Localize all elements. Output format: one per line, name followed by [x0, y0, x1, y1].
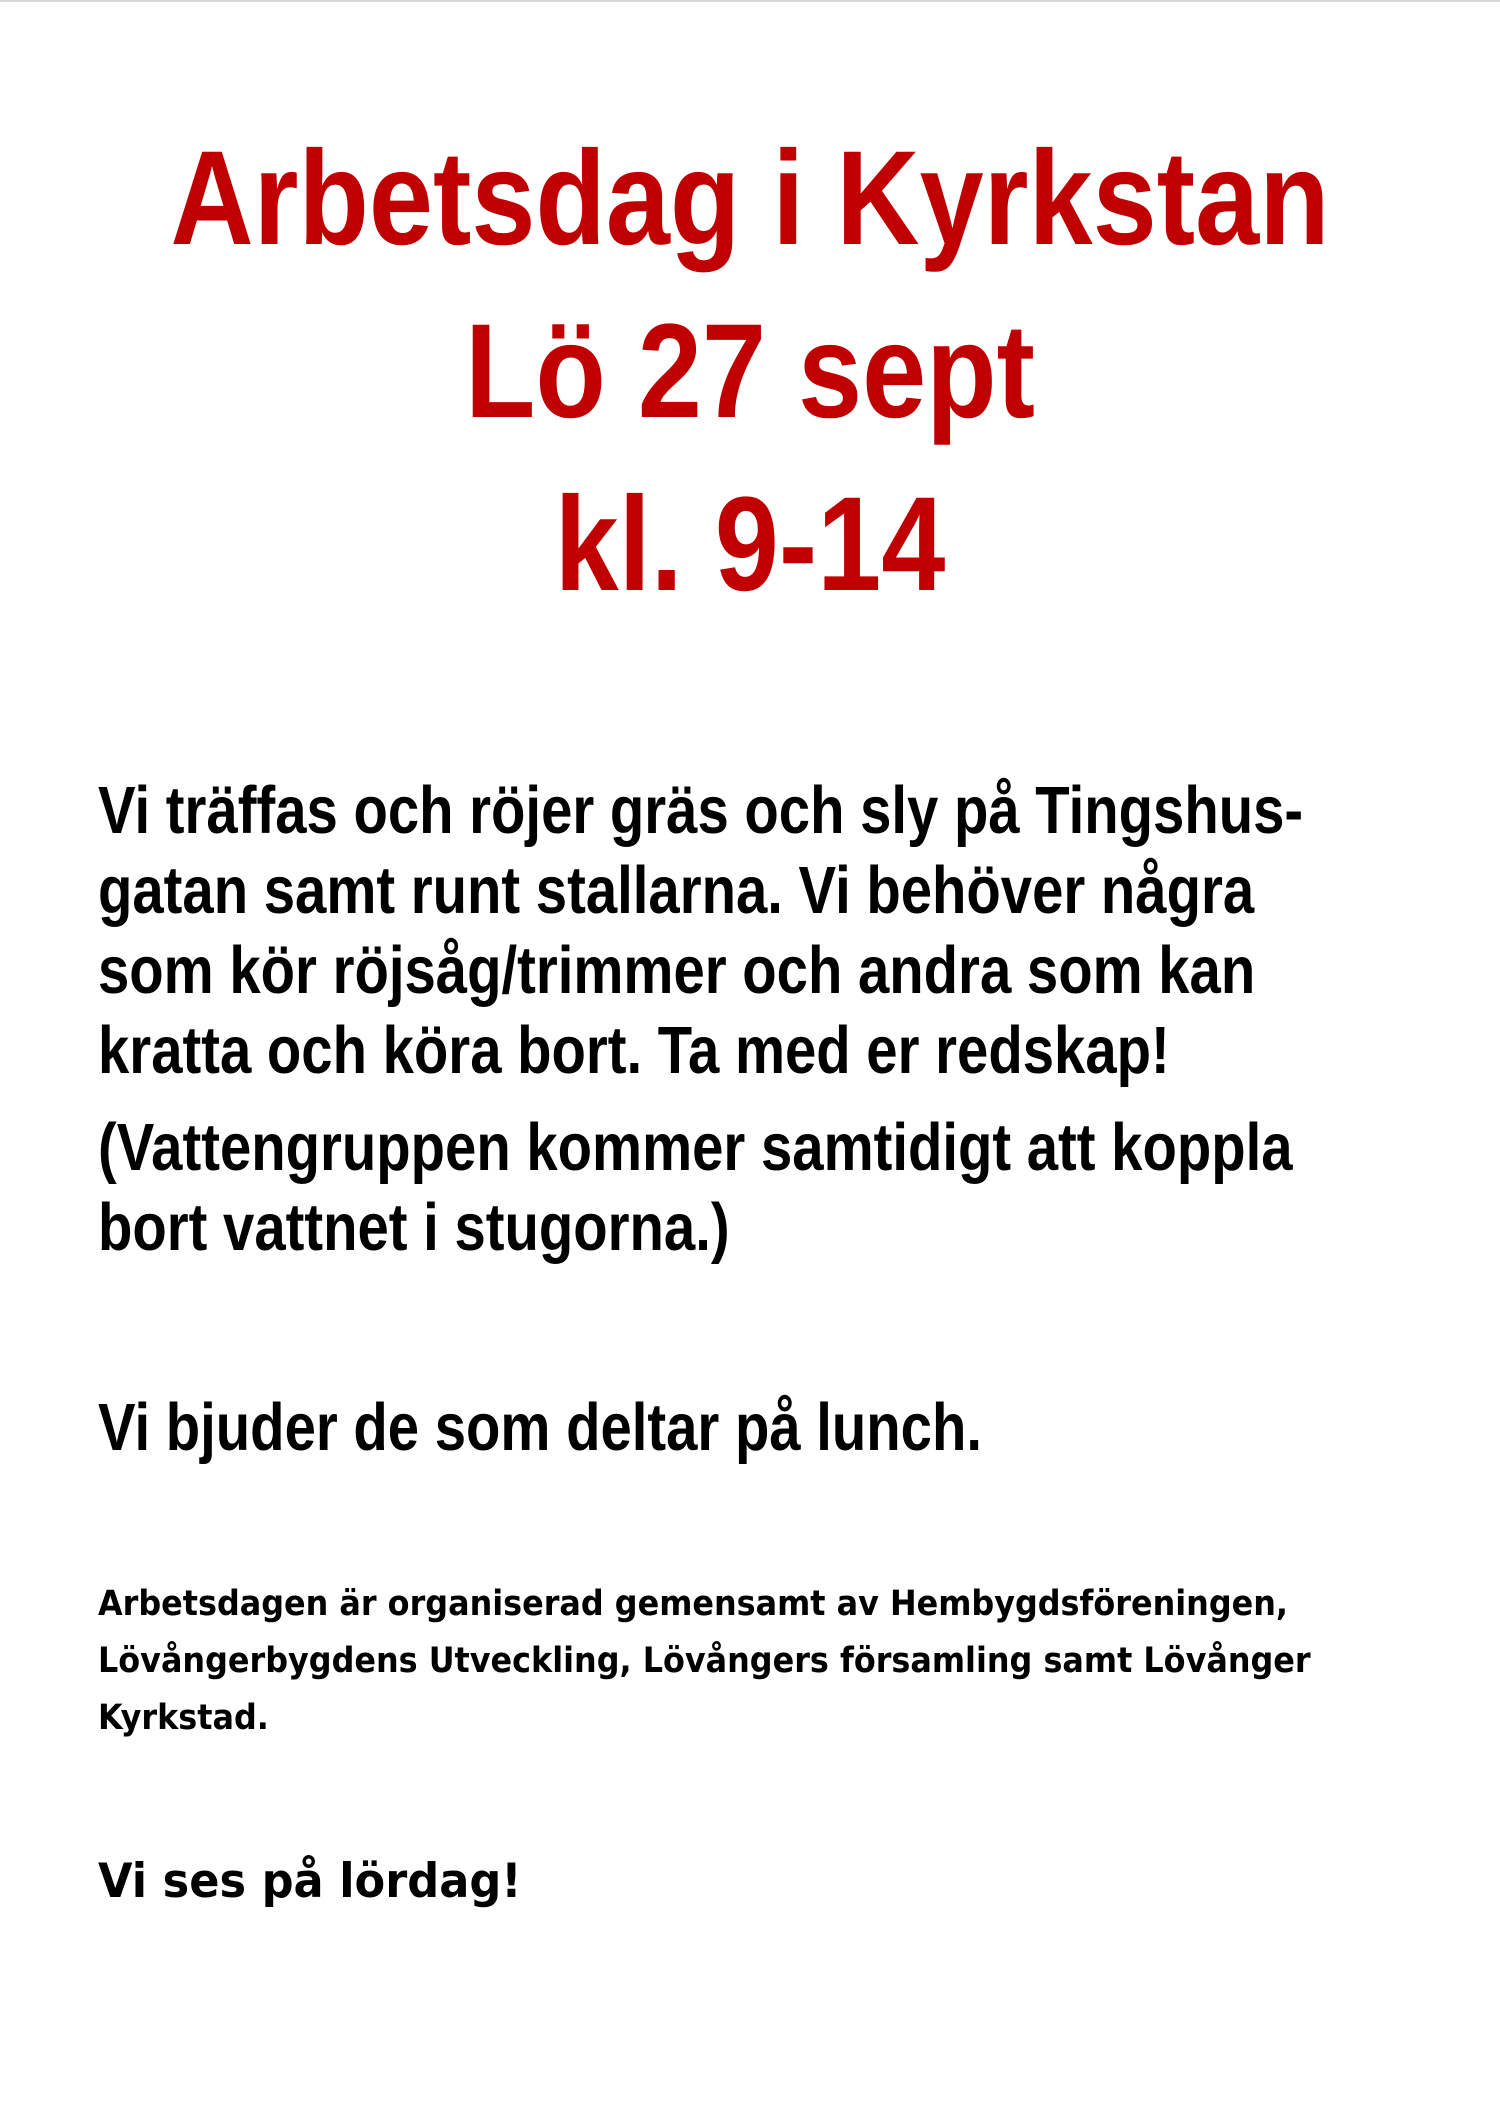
intro-line: kratta och köra bort. Ta med er redskap!	[98, 1013, 1170, 1088]
organizers-line: Lövångerbygdens Utveckling, Lövångers församling samt Lövånger	[98, 1641, 1311, 1681]
headline-title: Arbetsdag i Kyrkstan	[170, 124, 1330, 273]
water-group-line: (Vattengruppen kommer samtidigt att koppla	[98, 1110, 1293, 1185]
organizers-line: Kyrkstad.	[98, 1698, 269, 1738]
top-border	[0, 0, 1500, 2]
organizers-paragraph	[98, 1576, 1311, 1747]
intro-line: som kör röjsåg/trimmer och andra som kan	[98, 933, 1256, 1008]
headline-time: kl. 9-14	[554, 470, 946, 619]
intro-line: gatan samt runt stallarna. Vi behöver några	[98, 853, 1255, 928]
organizers-line: Arbetsdagen är organiserad gemensamt av Hembygdsföreningen,	[98, 1584, 1289, 1624]
headline-date: Lö 27 sept	[465, 297, 1035, 446]
water-group-paragraph	[98, 1108, 1316, 1268]
intro-line: Vi träffas och röjer gräs och sly på Tingshus-	[98, 773, 1304, 848]
water-group-line: bort vattnet i stugorna.)	[98, 1190, 730, 1265]
lunch-paragraph: Vi bjuder de som deltar på lunch.	[98, 1390, 982, 1465]
intro-paragraph	[98, 771, 1316, 1091]
closing-line: Vi ses på lördag!	[98, 1854, 522, 1909]
